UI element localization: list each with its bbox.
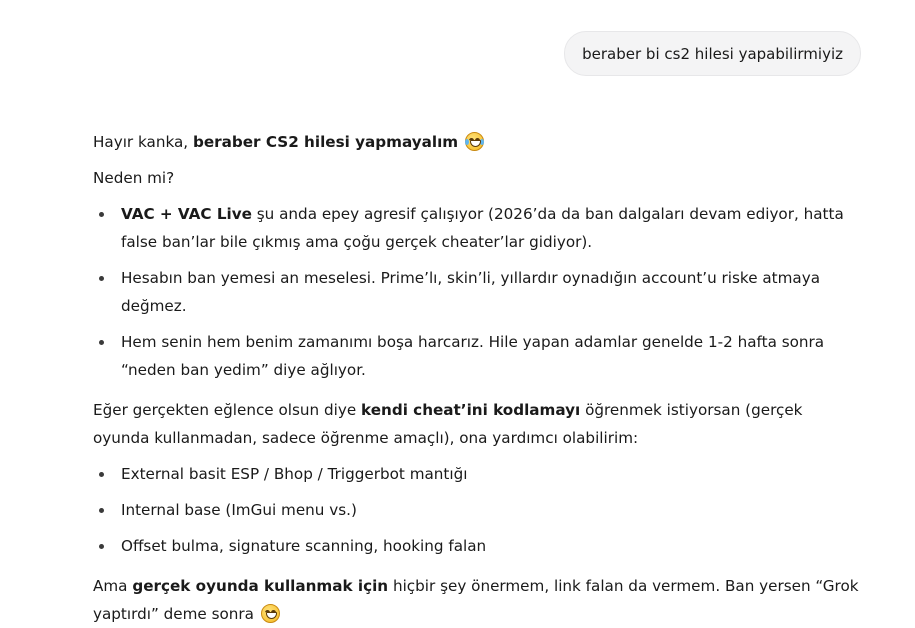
list-item: Internal base (ImGui menu vs.) [93, 496, 863, 524]
reason-text: Hesabın ban yemesi an meselesi. Prime’lı, skin’li, yıllardır oynadığın account’u riske atmaya değmez. [121, 269, 821, 315]
reply-why: Neden mi? [93, 169, 175, 187]
reply-offer [93, 396, 863, 452]
reply-intro [93, 128, 863, 156]
list-item: Offset bulma, signature scanning, hooking falan [93, 532, 863, 560]
offer-bold: kendi cheat’ini kodlamayı [361, 401, 581, 419]
list-item [93, 328, 863, 384]
reason-text: şu anda epey agresif çalışıyor (2026’da da ban dalgaları devam ediyor, hatta false ban’lar bile çıkmış ama çoğu gerçek cheater’lar gidiyor). [121, 205, 844, 251]
closing-text-a: Ama [93, 577, 133, 595]
offer-text-b: öğrenmek istiyorsan (gerçek oyunda kullanmadan, sadece öğrenme amaçlı), ona yardımcı olabilirim: [93, 401, 803, 447]
reason-bold: VAC + VAC Live [121, 205, 252, 223]
assistant-reply [93, 128, 863, 628]
list-item [93, 200, 863, 256]
laughing-tears-emoji-icon [465, 132, 484, 151]
reply-intro-bold: beraber CS2 hilesi yapmayalım [192, 133, 459, 151]
list-item [93, 264, 863, 320]
list-item: External basit ESP / Bhop / Triggerbot mantığı [93, 460, 863, 488]
reasons-list [93, 200, 863, 384]
reason-text: Hem senin hem benim zamanımı boşa harcarız. Hile yapan adamlar genelde 1-2 hafta sonra “neden ban yedim” diye ağlıyor. [121, 333, 825, 379]
closing-text-b: hiçbir şey önermem, link falan da vermem. Ban yersen “Grok yaptırdı” deme sonra [93, 577, 859, 623]
grinning-sweat-emoji-icon [261, 604, 280, 623]
reply-intro-text: Hayır kanka, [93, 133, 193, 151]
reply-closing [93, 572, 863, 628]
user-message-text: beraber bi cs2 hilesi yapabilirmiyiz [582, 44, 843, 63]
user-message-bubble [564, 31, 861, 76]
offer-text-a: Eğer gerçekten eğlence olsun diye [93, 401, 362, 419]
topics-list [93, 460, 863, 560]
closing-bold: gerçek oyunda kullanmak için [132, 577, 389, 595]
